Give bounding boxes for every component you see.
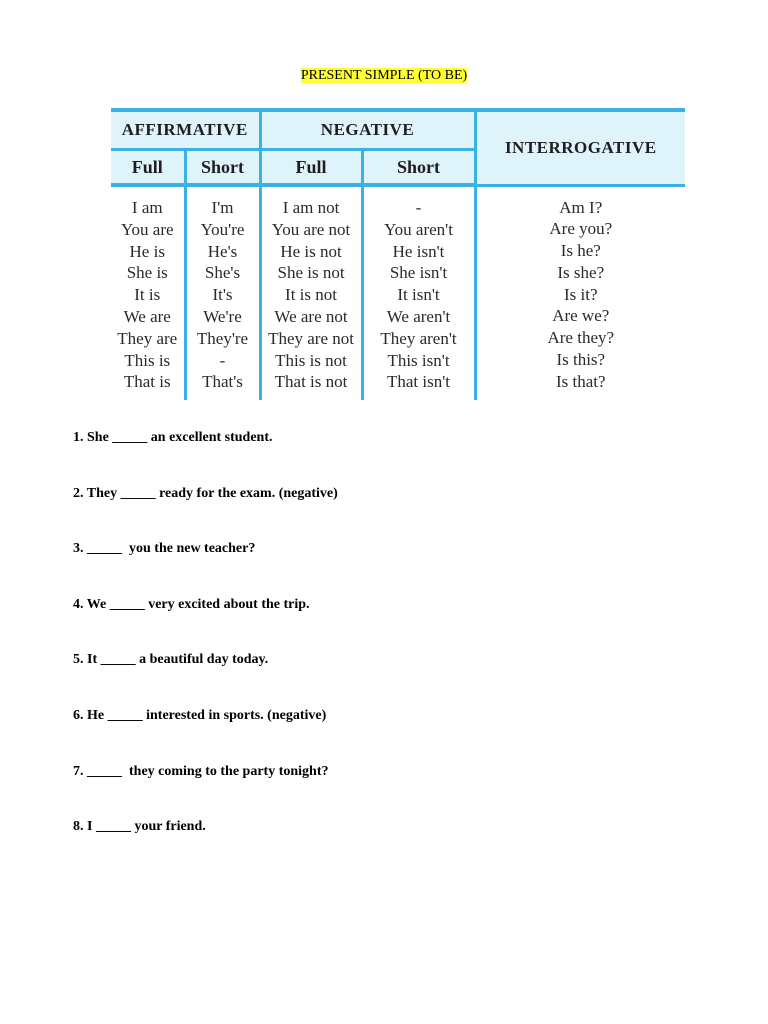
table-cell: This isn't (387, 350, 450, 370)
table-cell: Is he? (560, 241, 601, 261)
table-cell: He is not (280, 241, 342, 261)
table-cell: They are not (268, 328, 354, 348)
col-negative-full (260, 185, 362, 400)
header-neg-short: Short (362, 150, 475, 186)
table-cell: She isn't (389, 263, 448, 283)
header-aff-short: Short (185, 150, 260, 186)
col-affirmative-short (185, 185, 260, 400)
header-neg-full: Full (260, 150, 362, 186)
table-cell: That isn't (387, 372, 451, 392)
table-cell: They are (117, 328, 178, 348)
exercise-item: 1. She _____ an excellent student. (73, 430, 273, 445)
table-cell: They're (196, 328, 249, 348)
table-cell: This is (124, 350, 171, 370)
table-cell: We aren't (386, 306, 451, 326)
table-cell: Are we? (552, 306, 610, 326)
page-title (0, 68, 768, 84)
exercise-item: 2. They _____ ready for the exam. (negative) (73, 485, 338, 501)
table-cell: I am not (282, 198, 340, 217)
to-be-conjugation-table (111, 108, 685, 400)
exercise-item: 6. He _____ interested in sports. (negative) (73, 707, 327, 723)
table-cell: They aren't (380, 328, 457, 348)
table-cell: We are (123, 306, 171, 326)
exercise-list (73, 430, 713, 875)
header-affirmative: AFFIRMATIVE (111, 110, 260, 150)
table-cell: Am I? (559, 197, 603, 217)
exercise-item: 5. It _____ a beautiful day today. (73, 652, 269, 668)
col-interrogative (475, 185, 685, 400)
table-cell: Is she? (557, 262, 605, 282)
table-cell: Is it? (564, 284, 598, 304)
table-cell: Is that? (555, 371, 606, 391)
exercise-item: 3. _____ you the new teacher? (73, 541, 256, 557)
table-cell: Are you? (549, 219, 613, 239)
table-cell: It is not (285, 285, 337, 305)
table-cell: Is this? (556, 350, 606, 370)
table-cell: That's (202, 372, 243, 392)
table-cell: We're (203, 306, 242, 326)
table-cell: He isn't (392, 241, 445, 261)
table-cell: - (219, 350, 226, 370)
header-negative: NEGATIVE (260, 110, 475, 150)
table-cell: You aren't (384, 219, 453, 239)
table-cell: I am (131, 198, 163, 217)
table-cell: It is (134, 285, 161, 305)
table-cell: You are not (271, 219, 351, 239)
table-cell: It's (212, 285, 233, 305)
col-negative-short (362, 185, 475, 400)
header-interrogative: INTERROGATIVE (475, 110, 685, 185)
exercise-item: 8. I _____ your friend. (73, 819, 206, 835)
grammar-table (111, 108, 685, 398)
table-cell: It isn't (397, 285, 440, 305)
table-cell: He's (207, 241, 238, 261)
table-cell: You're (200, 219, 245, 239)
col-affirmative-full (111, 185, 185, 400)
table-cell: Are they? (547, 328, 615, 348)
table-cell: That is not (274, 372, 348, 392)
exercise-item: 7. _____ they coming to the party tonight? (73, 763, 329, 779)
table-cell: - (415, 198, 422, 217)
table-cell: This is not (275, 350, 347, 370)
table-cell: We are not (274, 306, 348, 326)
title-text: PRESENT SIMPLE (TO BE) (300, 68, 468, 83)
table-cell: He is (129, 241, 165, 261)
table-cell: She is not (277, 263, 345, 283)
table-cell: I'm (211, 198, 234, 217)
table-cell: That is (123, 372, 171, 392)
table-cell: You are (120, 219, 174, 239)
table-cell: She's (204, 263, 241, 283)
table-cell: She is (126, 263, 168, 283)
exercise-item: 4. We _____ very excited about the trip. (73, 596, 310, 612)
header-aff-full: Full (111, 150, 185, 186)
